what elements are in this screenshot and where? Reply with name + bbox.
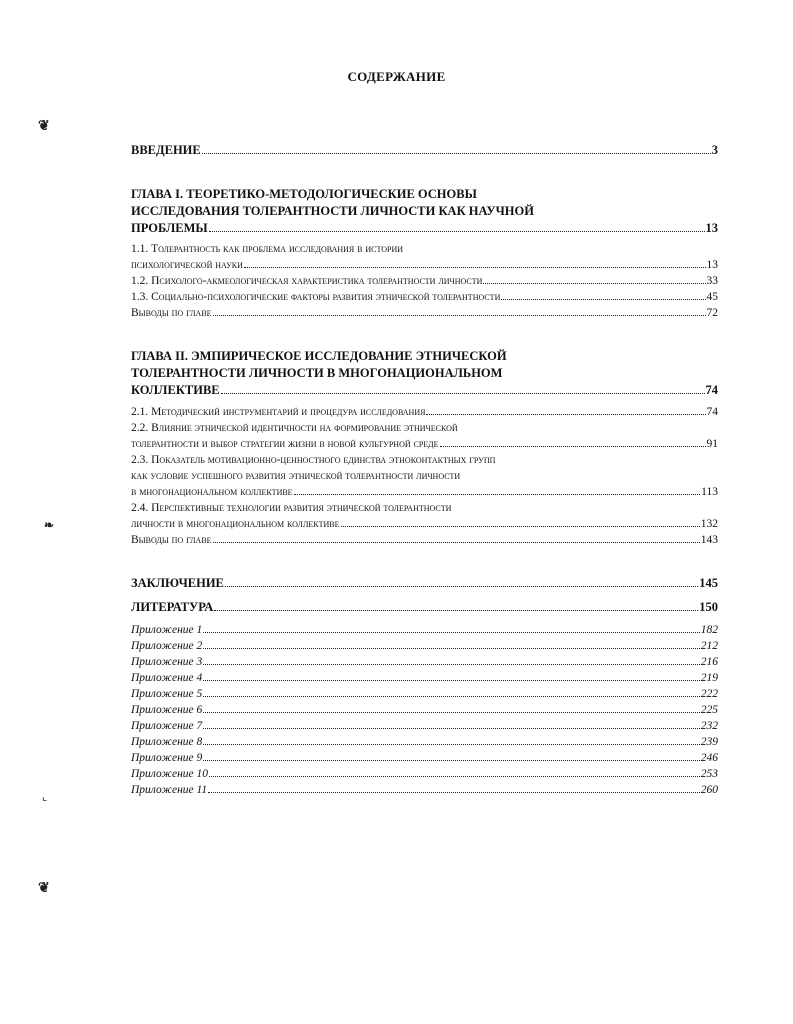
toc-chapter-1[interactable]: [131, 186, 718, 237]
appendix-entry[interactable]: [131, 750, 718, 766]
scan-speck: ❦: [38, 881, 50, 896]
section-label: 2.1. Методический инструментарий и процедура исследования: [131, 406, 426, 418]
page-number: 132: [700, 518, 718, 530]
chapter-title-line: КОЛЛЕКТИВЕ: [131, 383, 220, 397]
page-title: СОДЕРЖАНИЕ: [347, 69, 446, 84]
page-number: 239: [700, 736, 718, 748]
page-number: 143: [700, 534, 718, 546]
leader-dots: [221, 392, 705, 394]
section-label: толерантности и выбор стратегии жизни в новой культурной среде: [131, 438, 439, 450]
section-label: 1.3. Социально-психологические факторы развития этнической толерантности: [131, 291, 501, 303]
appendix-label: Приложение 10: [131, 768, 209, 780]
page-number: 3: [711, 143, 718, 157]
leader-dots: [203, 695, 699, 697]
appendix-entry[interactable]: [131, 766, 718, 782]
toc-section-2-4[interactable]: [131, 500, 718, 532]
page-number: 13: [706, 259, 718, 271]
entry-label: ВВЕДЕНИЕ: [131, 143, 201, 157]
appendix-label: Приложение 11: [131, 784, 208, 796]
page-number: 72: [706, 307, 718, 319]
leader-dots: [214, 609, 698, 611]
toc-conclusion[interactable]: [131, 575, 718, 591]
page-number: 74: [706, 406, 718, 418]
leader-dots: [203, 679, 699, 681]
section-label: как условие успешного развития этнической толерантности личности: [131, 470, 461, 482]
leader-dots: [203, 743, 699, 745]
appendix-label: Приложение 5: [131, 688, 203, 700]
page-number: 74: [705, 383, 718, 397]
toc-appendices: [131, 622, 718, 798]
page-number: 113: [701, 486, 718, 498]
toc-intro[interactable]: [131, 142, 718, 158]
page-number: 182: [700, 624, 718, 636]
leader-dots: [203, 647, 699, 649]
toc-section-2-2[interactable]: [131, 420, 718, 452]
appendix-entry[interactable]: [131, 782, 718, 798]
section-label: 2.3. Показатель мотивационно-ценностного единства этноконтактных групп: [131, 454, 496, 466]
appendix-label: Приложение 6: [131, 704, 203, 716]
toc-section-2-1[interactable]: [131, 404, 718, 420]
leader-dots: [202, 152, 711, 154]
appendix-label: Приложение 8: [131, 736, 203, 748]
leader-dots: [208, 791, 700, 793]
leader-dots: [225, 585, 698, 587]
page-number: 246: [700, 752, 718, 764]
page-number: 212: [700, 640, 718, 652]
chapter-title-line: ТОЛЕРАНТНОСТИ ЛИЧНОСТИ В МНОГОНАЦИОНАЛЬНОМ: [131, 366, 503, 380]
page-number: 253: [700, 768, 718, 780]
section-label: 2.4. Перспективные технологии развития этнической толерантности: [131, 502, 452, 514]
leader-dots: [203, 711, 699, 713]
toc-chapter-1-conclusions[interactable]: [131, 305, 718, 321]
appendix-label: Приложение 1: [131, 624, 203, 636]
appendix-label: Приложение 3: [131, 656, 203, 668]
appendix-entry[interactable]: [131, 638, 718, 654]
appendix-label: Приложение 9: [131, 752, 203, 764]
leader-dots: [426, 413, 705, 415]
appendix-label: Приложение 4: [131, 672, 203, 684]
appendix-entry[interactable]: [131, 734, 718, 750]
leader-dots: [203, 759, 699, 761]
section-label: в многонациональном коллективе: [131, 486, 293, 498]
scan-speck: ❧: [44, 518, 55, 532]
chapter-title-line: ГЛАВА II. ЭМПИРИЧЕСКОЕ ИССЛЕДОВАНИЕ ЭТНИЧЕСКОЙ: [131, 349, 507, 363]
leader-dots: [203, 663, 699, 665]
page-number: 145: [699, 576, 718, 590]
leader-dots: [341, 525, 700, 527]
toc-section-2-3[interactable]: [131, 452, 718, 500]
section-label: 1.1. Толерантность как проблема исследования в истории: [131, 243, 404, 255]
section-label: 2.2. Влияние этнической идентичности на формирование этнической: [131, 422, 458, 434]
page-number: 216: [700, 656, 718, 668]
chapter-title-line: ИССЛЕДОВАНИЯ ТОЛЕРАНТНОСТИ ЛИЧНОСТИ КАК НАУЧНОЙ: [131, 204, 534, 218]
appendix-label: Приложение 7: [131, 720, 203, 732]
leader-dots: [203, 727, 699, 729]
toc-section-1-2[interactable]: [131, 273, 718, 289]
entry-label: ЛИТЕРАТУРА: [131, 600, 214, 614]
leader-dots: [203, 631, 699, 633]
appendix-entry[interactable]: [131, 670, 718, 686]
page-number: 225: [700, 704, 718, 716]
leader-dots: [294, 493, 701, 495]
leader-dots: [440, 445, 706, 447]
appendix-entry[interactable]: [131, 718, 718, 734]
page-number: 232: [700, 720, 718, 732]
appendix-entry[interactable]: [131, 702, 718, 718]
page-number: 219: [700, 672, 718, 684]
leader-dots: [213, 541, 700, 543]
toc-section-1-3[interactable]: [131, 289, 718, 305]
page-number: 150: [699, 600, 718, 614]
appendix-entry[interactable]: [131, 622, 718, 638]
toc-chapter-2[interactable]: [131, 348, 718, 399]
section-label: личности в многонациональном коллективе: [131, 518, 340, 530]
page-number: 33: [706, 275, 718, 287]
chapter-title-line: ГЛАВА I. ТЕОРЕТИКО-МЕТОДОЛОГИЧЕСКИЕ ОСНОВЫ: [131, 187, 477, 201]
appendix-entry[interactable]: [131, 686, 718, 702]
leader-dots: [209, 775, 700, 777]
scan-speck: ⌞: [42, 791, 48, 803]
toc-section-1-1[interactable]: [131, 241, 718, 273]
toc-literature[interactable]: [131, 599, 718, 615]
section-label: психологической науки: [131, 259, 243, 271]
section-label: Выводы по главе: [131, 534, 212, 546]
page-number: 91: [706, 438, 718, 450]
section-label: Выводы по главе: [131, 307, 212, 319]
appendix-entry[interactable]: [131, 654, 718, 670]
page-number: 45: [706, 291, 718, 303]
page-number: 222: [700, 688, 718, 700]
chapter-title-line: ПРОБЛЕМЫ: [131, 221, 208, 235]
page-number: 13: [705, 221, 718, 235]
entry-label: ЗАКЛЮЧЕНИЕ: [131, 576, 224, 590]
page-number: 260: [700, 784, 718, 796]
leader-dots: [209, 230, 705, 232]
leader-dots: [483, 282, 705, 284]
scan-speck: ❦: [38, 119, 50, 134]
leader-dots: [213, 314, 706, 316]
leader-dots: [244, 266, 706, 268]
leader-dots: [501, 298, 705, 300]
appendix-label: Приложение 2: [131, 640, 203, 652]
section-label: 1.2. Психолого-акмеологическая характеристика толерантности личности: [131, 275, 483, 287]
toc-chapter-2-conclusions[interactable]: [131, 532, 718, 548]
